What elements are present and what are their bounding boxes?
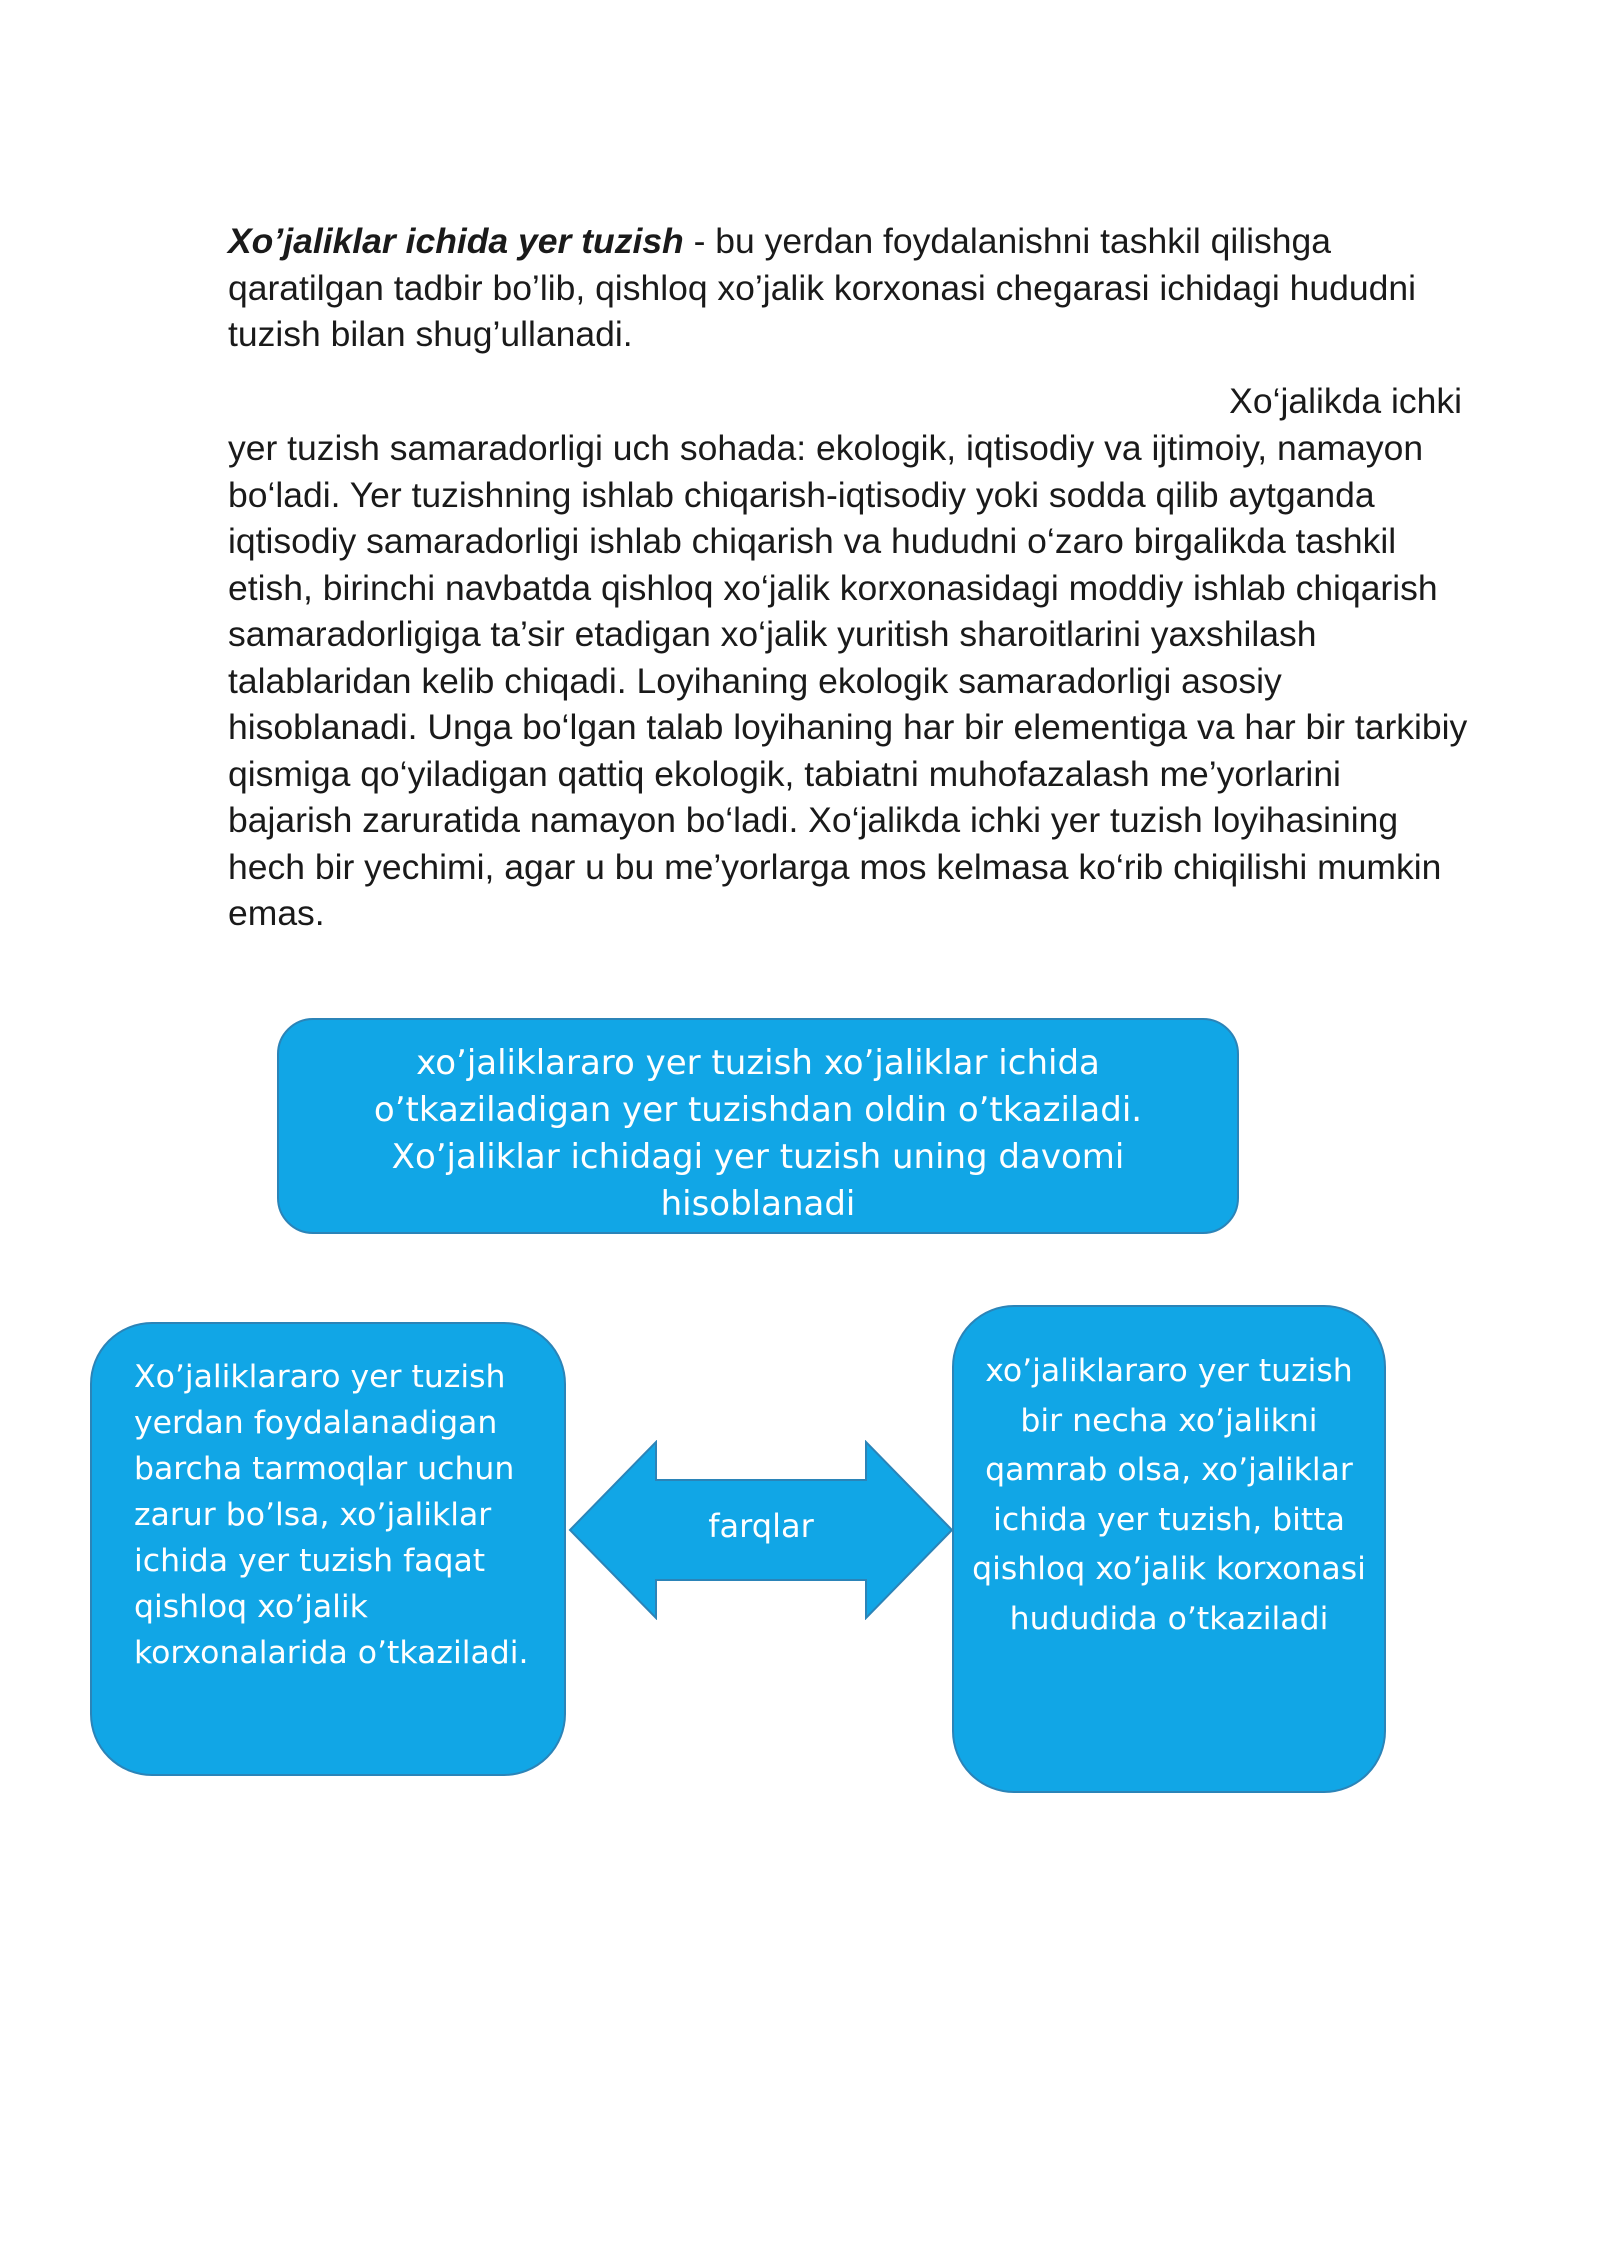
right-box-text: xo’jaliklararo yer tuzish bir necha xo’jalikni qamrab olsa, xo’jaliklar ichida yer tuzish, bitta qishloq xo’jalik korxonasi hududida o’tkaziladi bbox=[972, 1353, 1366, 1637]
diagram-left-box bbox=[90, 1322, 566, 1776]
defined-term: Xo’jaliklar ichida yer tuzish bbox=[228, 221, 684, 261]
arrow-label: farqlar bbox=[708, 1507, 814, 1545]
left-box-text: Xo’jaliklararo yer tuzish yerdan foydalanadigan barcha tarmoqlar uchun zarur bo’lsa, xo’jaliklar ichida yer tuzish faqat qishloq xo’jalik korxonalarida o’tkaziladi. bbox=[134, 1359, 529, 1671]
top-box-text: xo’jaliklararo yer tuzish xo’jaliklar ichida o’tkaziladigan yer tuzishdan oldin o’tkaziladi. Xo’jaliklar ichidagi yer tuzish uning davomi hisoblanadi bbox=[373, 1043, 1143, 1224]
definition-text: - bu yerdan foydalanishni tashkil qilishga qaratilgan tadbir bo’lib, qishloq xo’jalik korxonasi chegarasi ichidagi hududni tuzish bilan shug’ullanadi. bbox=[228, 221, 1417, 354]
efficiency-paragraph: yer tuzish samaradorligi uch sohada: ekologik, iqtisodiy va ijtimoiy, namayon bo‘ladi. Yer tuzishning ishlab chiqarish-iqtisodiy yoki sodda qilib aytganda iqtisodiy samaradorligi ishlab chiqarish va hududni o‘zaro birgalikda tashkil etish, birinchi navbatda qishloq xo‘jalik korxonasidagi moddiy ishlab chiqarish samaradorligiga ta’sir etadigan xo‘jalik yuritish sharoitlarini yaxshilash talablaridan kelib chiqadi. Loyihaning ekologik samaradorligi asosiy hisoblanadi. Unga bo‘lgan talab loyihaning har bir elementiga va har bir tarkibiy qismiga qo‘yiladigan qattiq ekologik, tabiatni muhofazalash me’yorlarini bajarish zaruratida namayon bo‘ladi. Xo‘jalikda ichki yer tuzish loyihasining hech bir yechimi, agar u bu me’yorlarga mos kelmasa ko‘rib chiqilishi mumkin emas. bbox=[228, 428, 1468, 933]
definition-paragraph bbox=[228, 218, 1468, 358]
diagram-right-box bbox=[952, 1305, 1386, 1793]
paragraph-lead: Xo‘jalikda ichki bbox=[1229, 381, 1462, 421]
diagram-top-box bbox=[277, 1018, 1239, 1234]
